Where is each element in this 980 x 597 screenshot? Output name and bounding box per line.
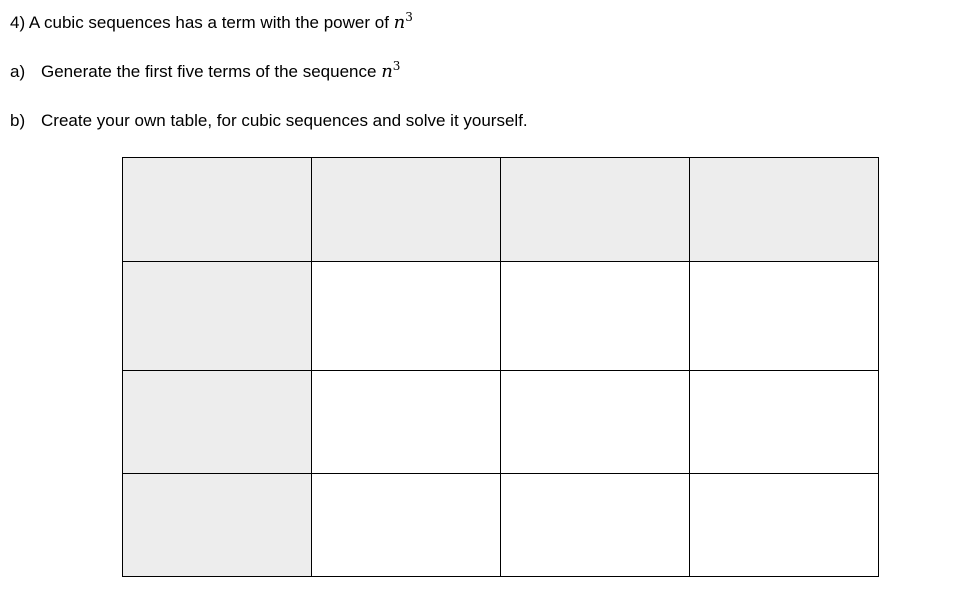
part-a-label: a) <box>10 62 26 81</box>
table-cell[interactable] <box>501 371 690 474</box>
math-n-cubed: $n^3$ <box>381 59 401 82</box>
table-row <box>123 474 879 577</box>
table-row <box>123 158 879 262</box>
table-cell[interactable] <box>312 371 501 474</box>
question-text: 4) A cubic sequences has a term with the power of <box>10 13 394 32</box>
table-row <box>123 262 879 371</box>
table-cell[interactable] <box>690 371 879 474</box>
table-cell[interactable] <box>312 262 501 371</box>
table-cell[interactable] <box>123 158 312 262</box>
table-cell[interactable] <box>312 474 501 577</box>
answer-table <box>122 157 879 577</box>
table-cell[interactable] <box>123 371 312 474</box>
table-cell[interactable] <box>690 262 879 371</box>
part-a <box>10 60 400 84</box>
part-b <box>10 109 528 133</box>
table-cell[interactable] <box>501 262 690 371</box>
table-cell[interactable] <box>501 158 690 262</box>
table-cell[interactable] <box>123 474 312 577</box>
part-b-text: Create your own table, for cubic sequences and solve it yourself. <box>41 111 528 130</box>
math-n-cubed: $n^3$ <box>393 10 413 33</box>
table-row <box>123 371 879 474</box>
question-heading <box>10 11 413 35</box>
table-cell[interactable] <box>501 474 690 577</box>
part-a-text: Generate the first five terms of the sequence <box>41 62 382 81</box>
table-cell[interactable] <box>690 474 879 577</box>
table-cell[interactable] <box>690 158 879 262</box>
table-cell[interactable] <box>123 262 312 371</box>
part-b-label: b) <box>10 111 26 130</box>
table-cell[interactable] <box>312 158 501 262</box>
